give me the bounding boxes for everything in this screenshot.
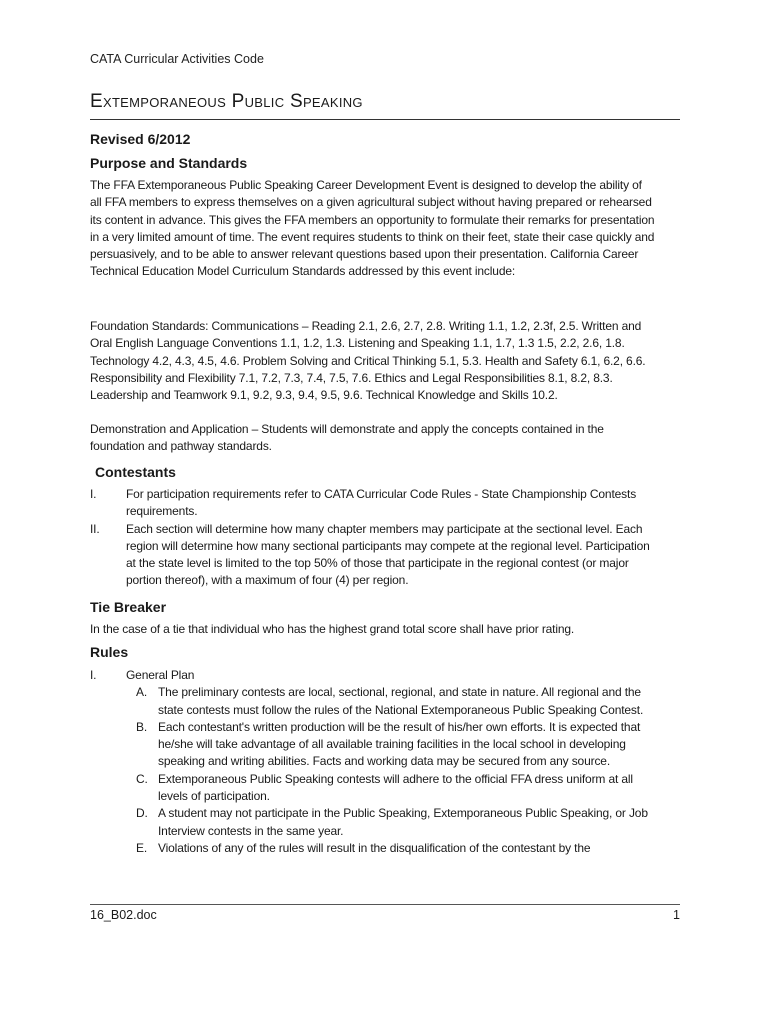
list-text: The preliminary contests are local, sectional, regional, and state in nature. All regional and the state contests must follow the rules of the National Extemporaneous Public Speaking Contest. bbox=[158, 685, 644, 717]
tie-breaker-heading: Tie Breaker bbox=[90, 599, 167, 615]
list-letter: E. bbox=[136, 840, 148, 855]
list-item bbox=[90, 667, 660, 857]
running-header: CATA Curricular Activities Code bbox=[90, 52, 264, 66]
list-text: Each section will determine how many chapter members may participate at the sectional level. Each region will determine how many sectional participants may compete at the regional level. Participation at the state level is limited to the top 50% of those that participate in the regional contest (or major portion thereof), with a maximum of four (4) per region. bbox=[126, 521, 650, 588]
page-number: 1 bbox=[673, 908, 680, 922]
list-item bbox=[126, 684, 660, 719]
purpose-heading: Purpose and Standards bbox=[90, 155, 248, 171]
document-title: Extemporaneous Public Speaking bbox=[90, 90, 680, 120]
rules-heading: Rules bbox=[90, 644, 129, 660]
list-item bbox=[126, 719, 660, 771]
purpose-paragraph: The FFA Extemporaneous Public Speaking Career Development Event is designed to develop the ability of all FFA members to express themselves on a given agricultural subject without having prepared or rehearsed its content in advance. This gives the FFA members an opportunity to formulate their remarks for presentation in a very limited amount of time. The event requires students to think on their feet, state their case quickly and persuasively, and to be able to answer relevant questions based upon their presentation. California Career Technical Education Model Curriculum Standards addressed by this event include: bbox=[90, 178, 655, 279]
list-item bbox=[90, 521, 660, 590]
list-letter: A. bbox=[136, 685, 148, 700]
list-number: I. bbox=[90, 668, 97, 682]
list-text: General Plan bbox=[126, 668, 195, 682]
list-item bbox=[90, 486, 660, 521]
general-plan-sublist bbox=[126, 684, 660, 857]
revised-date: Revised 6/2012 bbox=[90, 131, 191, 147]
footer-filename: 16_B02.doc bbox=[90, 908, 157, 922]
list-text: Violations of any of the rules will result in the disqualification of the contestant by the bbox=[158, 840, 591, 855]
list-item bbox=[126, 840, 660, 857]
list-item bbox=[126, 771, 660, 806]
list-letter: B. bbox=[136, 719, 148, 734]
list-number: II. bbox=[90, 521, 100, 536]
page-footer bbox=[90, 904, 680, 922]
foundation-standards: Foundation Standards: Communications – Reading 2.1, 2.6, 2.7, 2.8. Writing 1.1, 1.2, 2.3f, 2.5. Written and Oral English Language Conventions 1.1, 1.2, 1.3. Listening and Speaking 1.1, 1.7, 1.3 1.5, 2.2, 2.6, 1.8. Technology 4.2, 4.3, 4.5, 4.6. Problem Solving and Critical Thinking 5.1, 5.3. Health and Safety 6.1, 6.2, 6.6. Responsibility and Flexibility 7.1, 7.2, 7.3, 7.4, 7.5, 7.6. Ethics and Legal Responsibilities 8.1, 8.2, 8.3. Leadership and Teamwork 9.1, 9.2, 9.3, 9.4, 9.5, 9.6. Technical Knowledge and Skills 10.2. bbox=[90, 319, 646, 403]
demonstration-paragraph: Demonstration and Application – Students will demonstrate and apply the concepts contained in the foundation and pathway standards. bbox=[90, 422, 604, 454]
list-letter: C. bbox=[136, 771, 148, 786]
rules-list bbox=[90, 667, 660, 857]
list-item bbox=[126, 805, 660, 840]
list-text: For participation requirements refer to CATA Curricular Code Rules - State Championship Contests requirements. bbox=[126, 487, 637, 519]
contestants-list bbox=[90, 486, 660, 590]
list-number: I. bbox=[90, 487, 97, 501]
list-letter: D. bbox=[136, 806, 148, 821]
list-text: A student may not participate in the Public Speaking, Extemporaneous Public Speaking, or Job Interview contests in the same year. bbox=[158, 806, 648, 838]
list-text: Extemporaneous Public Speaking contests will adhere to the official FFA dress uniform at all levels of participation. bbox=[158, 771, 633, 804]
tie-breaker-text: In the case of a tie that individual who has the highest grand total score shall have prior rating. bbox=[90, 622, 575, 636]
contestants-heading: Contestants bbox=[95, 464, 176, 480]
list-text: Each contestant's written production will be the result of his/her own efforts. It is expected that he/she will take advantage of all available training facilities in the local school in developing speaking and writing abilities. Facts and working data may be secured from any source. bbox=[158, 719, 641, 769]
